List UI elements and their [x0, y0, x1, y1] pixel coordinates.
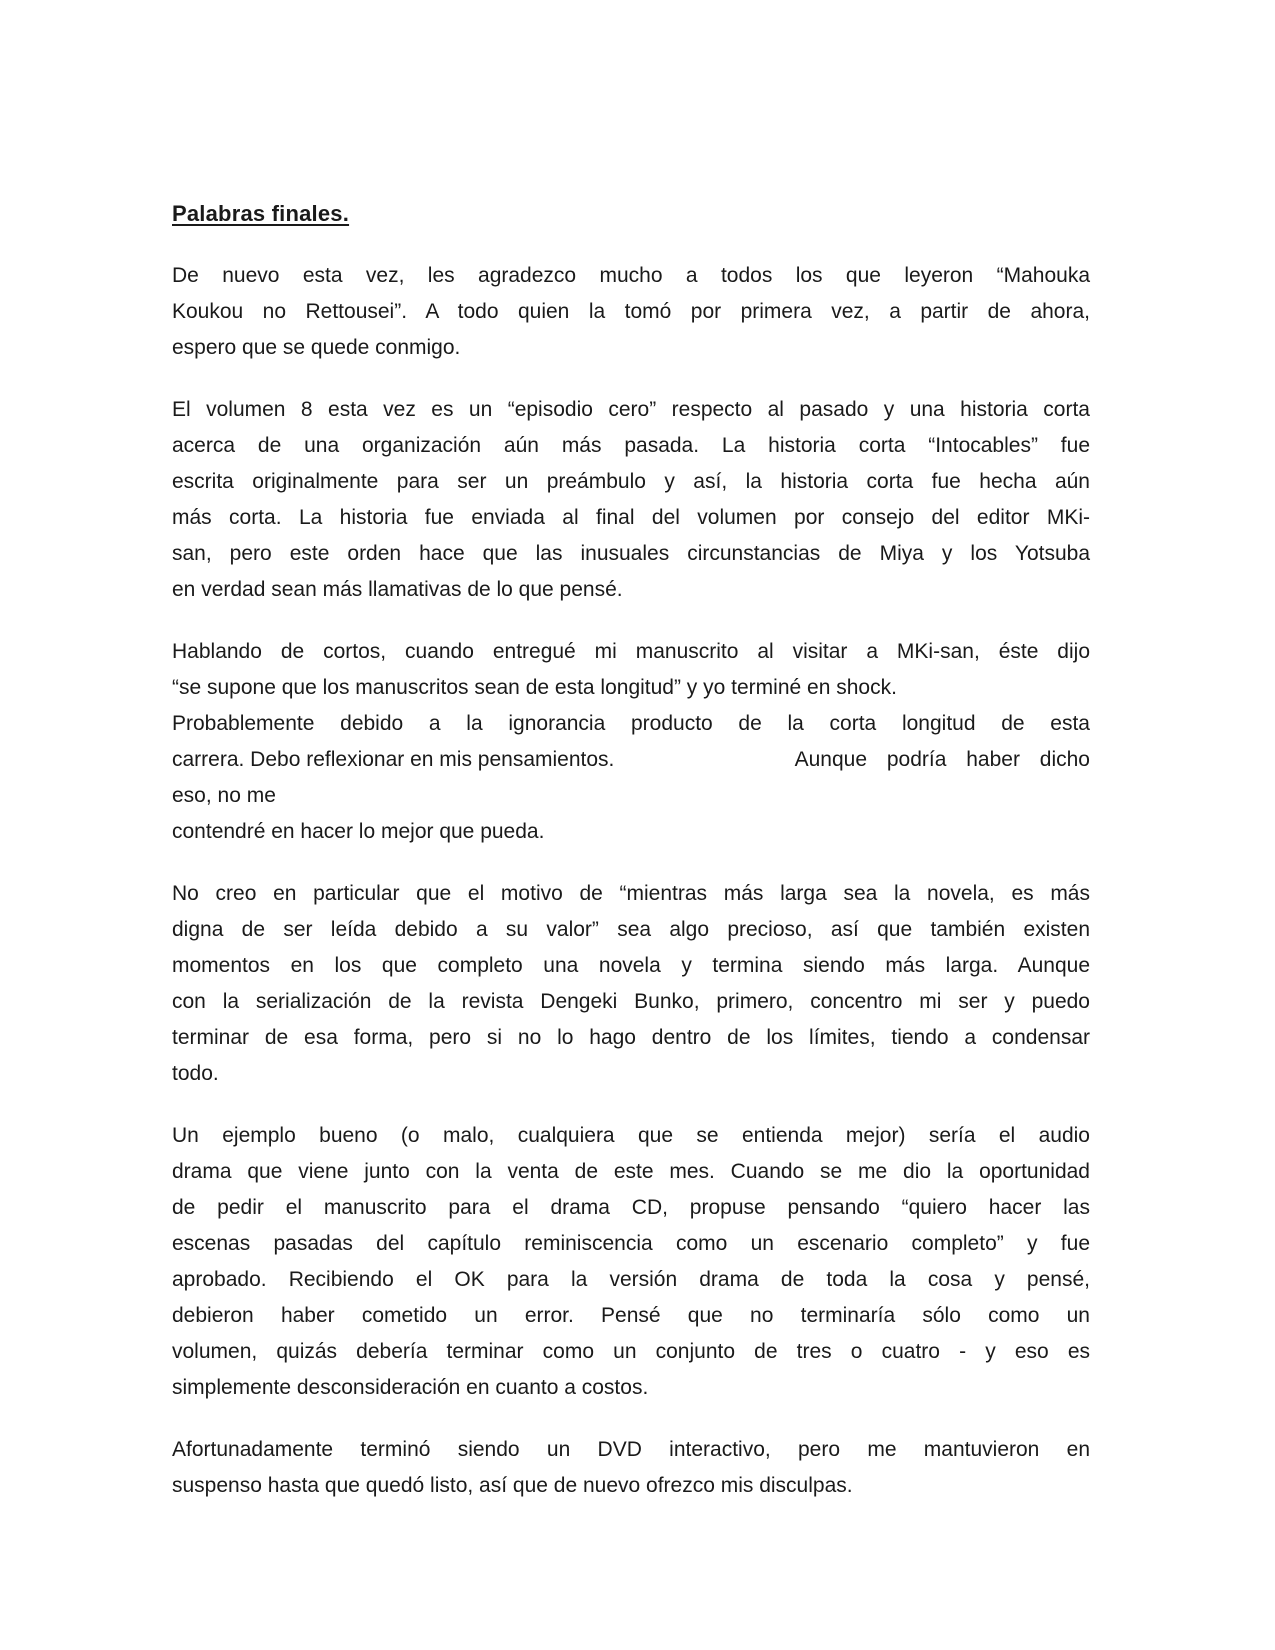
paragraph — [172, 258, 1090, 366]
text-segment-left: carrera. Debo reflexionar en mis pensamientos. — [172, 748, 615, 771]
text-line-split — [172, 742, 1090, 778]
text-line: Un ejemplo bueno (o malo, cualquiera que se entienda mejor) sería el audio — [172, 1124, 1090, 1147]
text-line: en verdad sean más llamativas de lo que pensé. — [172, 578, 623, 601]
text-line: digna de ser leída debido a su valor” sea algo precioso, así que también existen — [172, 918, 1090, 941]
text-line: Probablemente debido a la ignorancia producto de la corta longitud de esta — [172, 712, 1090, 735]
text-line: espero que se quede conmigo. — [172, 336, 461, 359]
text-line: “se supone que los manuscritos sean de esta longitud” y yo terminé en shock. — [172, 676, 897, 699]
text-line: Hablando de cortos, cuando entregué mi manuscrito al visitar a MKi-san, éste dijo — [172, 640, 1090, 663]
document-body — [172, 258, 1090, 1504]
text-line: volumen, quizás debería terminar como un conjunto de tres o cuatro - y eso es — [172, 1340, 1090, 1363]
paragraph — [172, 1432, 1090, 1504]
text-line: Afortunadamente terminó siendo un DVD interactivo, pero me mantuvieron en — [172, 1438, 1090, 1461]
text-line: san, pero este orden hace que las inusuales circunstancias de Miya y los Yotsuba — [172, 542, 1090, 565]
paragraph — [172, 876, 1090, 1092]
text-line: con la serialización de la revista Dengeki Bunko, primero, concentro mi ser y puedo — [172, 990, 1090, 1013]
text-line: debieron haber cometido un error. Pensé que no terminaría sólo como un — [172, 1304, 1090, 1327]
text-line: acerca de una organización aún más pasada. La historia corta “Intocables” fue — [172, 434, 1090, 457]
text-line: contendré en hacer lo mejor que pueda. — [172, 820, 545, 843]
text-line: momentos en los que completo una novela y termina siendo más larga. Aunque — [172, 954, 1090, 977]
paragraph — [172, 634, 1090, 850]
text-line: de pedir el manuscrito para el drama CD, propuse pensando “quiero hacer las — [172, 1196, 1090, 1219]
text-segment-right: Aunque podría haber dicho — [794, 748, 1090, 771]
document-title: Palabras finales. — [172, 201, 350, 226]
text-line: simplemente desconsideración en cuanto a costos. — [172, 1376, 649, 1399]
text-line: De nuevo esta vez, les agradezco mucho a todos los que leyeron “Mahouka — [172, 264, 1090, 287]
text-line: escenas pasadas del capítulo reminiscencia como un escenario completo” y fue — [172, 1232, 1090, 1255]
text-line: drama que viene junto con la venta de este mes. Cuando se me dio la oportunidad — [172, 1160, 1090, 1183]
text-line: No creo en particular que el motivo de “mientras más larga sea la novela, es más — [172, 882, 1090, 905]
paragraph — [172, 392, 1090, 608]
paragraph — [172, 1118, 1090, 1406]
text-line: El volumen 8 esta vez es un “episodio cero” respecto al pasado y una historia corta — [172, 398, 1090, 421]
text-line: todo. — [172, 1062, 219, 1085]
text-line: Koukou no Rettousei”. A todo quien la tomó por primera vez, a partir de ahora, — [172, 300, 1090, 323]
text-line: escrita originalmente para ser un preámbulo y así, la historia corta fue hecha aún — [172, 470, 1090, 493]
text-line: suspenso hasta que quedó listo, así que de nuevo ofrezco mis disculpas. — [172, 1474, 853, 1497]
text-line: terminar de esa forma, pero si no lo hago dentro de los límites, tiendo a condensar — [172, 1026, 1090, 1049]
text-line: aprobado. Recibiendo el OK para la versión drama de toda la cosa y pensé, — [172, 1268, 1090, 1291]
text-line: más corta. La historia fue enviada al final del volumen por consejo del editor MKi- — [172, 506, 1090, 529]
text-line: eso, no me — [172, 784, 276, 807]
